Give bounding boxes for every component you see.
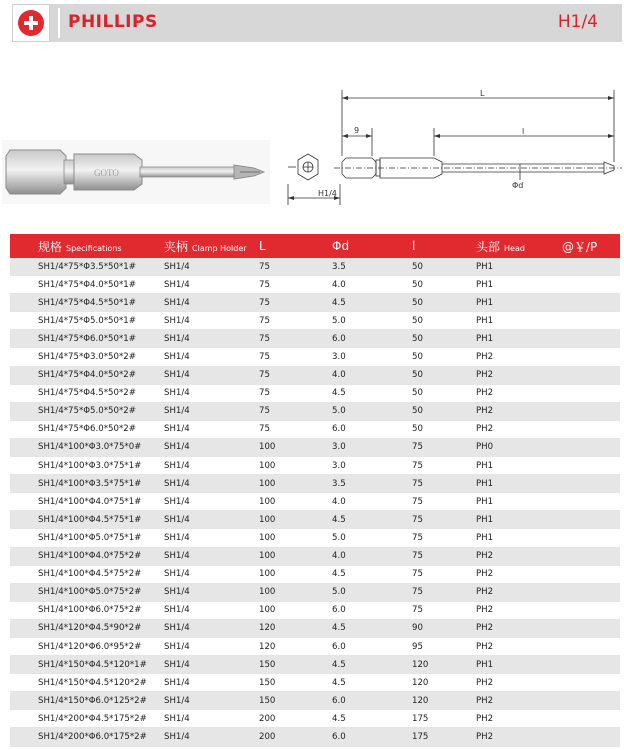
table-cell: 200 xyxy=(259,728,332,746)
table-cell: PH1 xyxy=(476,330,562,348)
table-cell: SH1/4 xyxy=(164,656,259,674)
table-row xyxy=(10,493,620,511)
table-cell: SH1/4*75*Φ3.5*50*1# xyxy=(10,258,164,276)
table-cell: PH2 xyxy=(476,619,562,637)
table-cell: 75 xyxy=(412,457,476,475)
table-cell: 175 xyxy=(412,710,476,728)
table-cell: 3.0 xyxy=(332,348,412,366)
table-cell: SH1/4*75*Φ4.0*50*2# xyxy=(10,366,164,384)
table-cell: 100 xyxy=(259,583,332,601)
table-header-row xyxy=(10,234,620,258)
table-cell: SH1/4*100*Φ3.5*75*1# xyxy=(10,475,164,493)
dim-label-phi-d: Φd xyxy=(512,181,524,190)
table-cell: PH2 xyxy=(476,728,562,746)
table-cell: PH1 xyxy=(476,511,562,529)
table-cell xyxy=(562,583,620,601)
table-cell: 4.5 xyxy=(332,511,412,529)
table-cell: SH1/4*100*Φ4.0*75*2# xyxy=(10,547,164,565)
table-cell: 5.0 xyxy=(332,529,412,547)
table-cell: SH1/4 xyxy=(164,728,259,746)
table-cell: 6.0 xyxy=(332,601,412,619)
table-cell: SH1/4 xyxy=(164,384,259,402)
table-cell: 100 xyxy=(259,438,332,456)
table-cell: 4.0 xyxy=(332,366,412,384)
table-cell xyxy=(562,258,620,276)
table-row xyxy=(10,276,620,294)
brand-engraving: GOTO xyxy=(94,168,119,178)
table-row xyxy=(10,348,620,366)
category-title: PHILLIPS xyxy=(68,12,158,32)
table-cell: 100 xyxy=(259,565,332,583)
table-cell: 4.5 xyxy=(332,294,412,312)
table-cell: 4.5 xyxy=(332,619,412,637)
table-cell: 75 xyxy=(412,547,476,565)
table-cell: PH2 xyxy=(476,692,562,710)
table-row xyxy=(10,619,620,637)
table-cell: 200 xyxy=(259,710,332,728)
table-cell: PH2 xyxy=(476,710,562,728)
table-cell: SH1/4 xyxy=(164,475,259,493)
col-header-head: 头部 Head xyxy=(476,234,562,258)
table-cell: 75 xyxy=(412,529,476,547)
table-cell: 120 xyxy=(412,692,476,710)
col-header-l: l xyxy=(412,234,476,258)
table-cell xyxy=(562,547,620,565)
plus-icon xyxy=(13,5,49,41)
table-row xyxy=(10,438,620,456)
table-cell: PH1 xyxy=(476,529,562,547)
table-cell xyxy=(562,438,620,456)
table-cell: SH1/4*75*Φ4.5*50*1# xyxy=(10,294,164,312)
table-cell: SH1/4*200*Φ6.0*175*2# xyxy=(10,728,164,746)
col-header-specifications: 规格 Specifications xyxy=(10,234,164,258)
table-cell: 75 xyxy=(412,565,476,583)
table-cell xyxy=(562,692,620,710)
table-cell: 75 xyxy=(412,583,476,601)
table-cell: 75 xyxy=(412,475,476,493)
table-row xyxy=(10,565,620,583)
table-row xyxy=(10,366,620,384)
table-cell: PH2 xyxy=(476,565,562,583)
table-row xyxy=(10,674,620,692)
table-cell: 75 xyxy=(259,348,332,366)
table-cell: SH1/4 xyxy=(164,348,259,366)
table-cell: 75 xyxy=(412,438,476,456)
table-cell xyxy=(562,529,620,547)
table-cell: PH2 xyxy=(476,547,562,565)
table-cell: SH1/4*150*Φ4.5*120*2# xyxy=(10,674,164,692)
table-cell: PH1 xyxy=(476,258,562,276)
table-cell: SH1/4 xyxy=(164,366,259,384)
table-cell: 150 xyxy=(259,692,332,710)
table-row xyxy=(10,601,620,619)
table-cell xyxy=(562,457,620,475)
table-cell: 4.5 xyxy=(332,384,412,402)
table-row xyxy=(10,312,620,330)
table-cell: 75 xyxy=(259,420,332,438)
table-cell: SH1/4*75*Φ6.0*50*2# xyxy=(10,420,164,438)
table-cell: SH1/4 xyxy=(164,457,259,475)
table-cell: SH1/4 xyxy=(164,529,259,547)
table-cell: 120 xyxy=(259,619,332,637)
table-cell: SH1/4*75*Φ4.0*50*1# xyxy=(10,276,164,294)
table-cell: SH1/4 xyxy=(164,258,259,276)
table-row xyxy=(10,402,620,420)
table-cell xyxy=(562,348,620,366)
table-cell: 6.0 xyxy=(332,420,412,438)
table-cell: 100 xyxy=(259,475,332,493)
col-header-phi-d: Φd xyxy=(332,234,412,258)
table-cell: SH1/4 xyxy=(164,601,259,619)
table-cell: PH1 xyxy=(476,294,562,312)
table-cell: 150 xyxy=(259,674,332,692)
table-cell: SH1/4*100*Φ5.0*75*2# xyxy=(10,583,164,601)
table-cell: 100 xyxy=(259,493,332,511)
table-cell: PH2 xyxy=(476,637,562,655)
table-cell: PH2 xyxy=(476,384,562,402)
table-cell: 75 xyxy=(259,294,332,312)
table-cell: 75 xyxy=(259,330,332,348)
table-cell xyxy=(562,511,620,529)
table-cell: SH1/4 xyxy=(164,493,259,511)
table-row xyxy=(10,710,620,728)
col-header-clamp-holder: 夹柄 Clamp Holder xyxy=(164,234,259,258)
table-cell: SH1/4*100*Φ4.5*75*1# xyxy=(10,511,164,529)
table-cell: 5.0 xyxy=(332,312,412,330)
table-cell: 4.0 xyxy=(332,547,412,565)
table-cell: PH2 xyxy=(476,674,562,692)
table-row xyxy=(10,457,620,475)
table-cell: SH1/4 xyxy=(164,511,259,529)
table-cell: 120 xyxy=(412,656,476,674)
table-cell: SH1/4*100*Φ4.5*75*2# xyxy=(10,565,164,583)
plus-badge xyxy=(12,4,50,42)
table-cell: 100 xyxy=(259,601,332,619)
dim-label-L: L xyxy=(480,89,485,98)
table-cell: 100 xyxy=(259,529,332,547)
table-cell: SH1/4 xyxy=(164,583,259,601)
table-cell: 3.5 xyxy=(332,258,412,276)
table-cell: SH1/4*75*Φ6.0*50*1# xyxy=(10,330,164,348)
table-cell: SH1/4 xyxy=(164,330,259,348)
table-cell: 6.0 xyxy=(332,330,412,348)
table-cell: SH1/4 xyxy=(164,637,259,655)
table-cell: 150 xyxy=(259,656,332,674)
table-cell xyxy=(562,656,620,674)
table-cell xyxy=(562,276,620,294)
table-cell: 6.0 xyxy=(332,692,412,710)
table-row xyxy=(10,384,620,402)
table-cell: PH2 xyxy=(476,420,562,438)
table-row xyxy=(10,258,620,276)
table-cell xyxy=(562,384,620,402)
table-cell: 90 xyxy=(412,619,476,637)
table-cell: 75 xyxy=(259,384,332,402)
table-cell: SH1/4*100*Φ3.0*75*0# xyxy=(10,438,164,456)
spec-table xyxy=(10,234,620,747)
table-cell: 175 xyxy=(412,728,476,746)
table-cell: SH1/4 xyxy=(164,619,259,637)
table-cell: 4.5 xyxy=(332,710,412,728)
table-cell: PH1 xyxy=(476,493,562,511)
table-cell: SH1/4*100*Φ5.0*75*1# xyxy=(10,529,164,547)
table-cell: PH1 xyxy=(476,312,562,330)
table-cell xyxy=(562,475,620,493)
table-cell xyxy=(562,294,620,312)
table-cell xyxy=(562,601,620,619)
table-cell: SH1/4 xyxy=(164,565,259,583)
table-cell: SH1/4*75*Φ5.0*50*2# xyxy=(10,402,164,420)
title-bar xyxy=(12,4,622,42)
table-cell xyxy=(562,728,620,746)
table-cell: 75 xyxy=(412,511,476,529)
table-cell: PH1 xyxy=(476,475,562,493)
table-cell: SH1/4*200*Φ4.5*175*2# xyxy=(10,710,164,728)
table-cell: SH1/4*100*Φ4.0*75*1# xyxy=(10,493,164,511)
col-header-L: L xyxy=(259,234,332,258)
table-cell: PH1 xyxy=(476,276,562,294)
table-cell: 75 xyxy=(259,276,332,294)
table-row xyxy=(10,656,620,674)
table-cell: PH2 xyxy=(476,402,562,420)
table-row xyxy=(10,728,620,746)
table-row xyxy=(10,637,620,655)
table-row xyxy=(10,547,620,565)
table-cell: 75 xyxy=(259,312,332,330)
table-cell: 4.5 xyxy=(332,565,412,583)
table-cell: SH1/4 xyxy=(164,674,259,692)
table-cell: 100 xyxy=(259,511,332,529)
table-cell: 75 xyxy=(412,601,476,619)
table-cell: SH1/4 xyxy=(164,312,259,330)
table-cell: 5.0 xyxy=(332,583,412,601)
table-cell: PH2 xyxy=(476,348,562,366)
table-row xyxy=(10,420,620,438)
table-cell: 75 xyxy=(259,402,332,420)
header-divider xyxy=(58,8,60,38)
table-cell: 3.0 xyxy=(332,457,412,475)
table-cell: SH1/4*100*Φ3.0*75*1# xyxy=(10,457,164,475)
table-cell: 95 xyxy=(412,637,476,655)
table-cell: SH1/4 xyxy=(164,294,259,312)
table-cell: 3.5 xyxy=(332,475,412,493)
product-photo xyxy=(2,140,270,204)
table-cell: SH1/4 xyxy=(164,402,259,420)
table-cell: SH1/4*120*Φ6.0*95*2# xyxy=(10,637,164,655)
dim-label-hex: H1/4 xyxy=(318,189,337,198)
table-cell: 50 xyxy=(412,384,476,402)
table-cell xyxy=(562,330,620,348)
table-cell: 50 xyxy=(412,330,476,348)
table-cell xyxy=(562,493,620,511)
table-cell xyxy=(562,565,620,583)
table-cell: SH1/4 xyxy=(164,710,259,728)
table-cell xyxy=(562,402,620,420)
table-cell xyxy=(562,637,620,655)
table-cell: 50 xyxy=(412,366,476,384)
table-cell xyxy=(562,366,620,384)
table-cell: SH1/4 xyxy=(164,420,259,438)
table-cell: SH1/4*150*Φ6.0*125*2# xyxy=(10,692,164,710)
table-cell: PH2 xyxy=(476,601,562,619)
table-cell: PH2 xyxy=(476,583,562,601)
dim-label-l: l xyxy=(522,127,525,136)
table-cell: 50 xyxy=(412,258,476,276)
table-cell: 5.0 xyxy=(332,402,412,420)
table-cell: 100 xyxy=(259,547,332,565)
table-cell: 100 xyxy=(259,457,332,475)
table-cell: 120 xyxy=(412,674,476,692)
table-cell: 4.0 xyxy=(332,493,412,511)
table-cell: SH1/4*75*Φ4.5*50*2# xyxy=(10,384,164,402)
table-cell: 4.5 xyxy=(332,674,412,692)
col-header-price: @￥/P xyxy=(562,234,620,258)
table-row xyxy=(10,475,620,493)
table-row xyxy=(10,583,620,601)
table-cell: 50 xyxy=(412,312,476,330)
table-cell: SH1/4*75*Φ3.0*50*2# xyxy=(10,348,164,366)
table-cell: SH1/4 xyxy=(164,438,259,456)
table-row xyxy=(10,529,620,547)
table-cell: SH1/4 xyxy=(164,692,259,710)
table-cell xyxy=(562,312,620,330)
dim-label-9: 9 xyxy=(354,126,360,135)
table-cell: 3.0 xyxy=(332,438,412,456)
table-cell: SH1/4*150*Φ4.5*120*1# xyxy=(10,656,164,674)
table-cell: 50 xyxy=(412,402,476,420)
table-cell: 4.5 xyxy=(332,656,412,674)
table-cell: PH1 xyxy=(476,457,562,475)
table-row xyxy=(10,511,620,529)
table-cell: SH1/4*100*Φ6.0*75*2# xyxy=(10,601,164,619)
table-cell: PH2 xyxy=(476,366,562,384)
table-cell: PH1 xyxy=(476,656,562,674)
table-cell: SH1/4*75*Φ5.0*50*1# xyxy=(10,312,164,330)
table-row xyxy=(10,330,620,348)
shank-spec: H1/4 xyxy=(557,12,598,32)
table-cell: 75 xyxy=(412,493,476,511)
table-cell: PH0 xyxy=(476,438,562,456)
table-cell: SH1/4*120*Φ4.5*90*2# xyxy=(10,619,164,637)
technical-drawing xyxy=(284,88,624,208)
table-cell: SH1/4 xyxy=(164,547,259,565)
table-cell: 120 xyxy=(259,637,332,655)
table-cell: SH1/4 xyxy=(164,276,259,294)
table-cell: 6.0 xyxy=(332,637,412,655)
table-row xyxy=(10,294,620,312)
table-cell: 75 xyxy=(259,366,332,384)
table-cell xyxy=(562,619,620,637)
table-cell: 50 xyxy=(412,276,476,294)
table-cell: 50 xyxy=(412,294,476,312)
table-cell: 50 xyxy=(412,420,476,438)
table-cell xyxy=(562,420,620,438)
table-cell: 75 xyxy=(259,258,332,276)
table-row xyxy=(10,692,620,710)
table-cell xyxy=(562,710,620,728)
table-cell: 6.0 xyxy=(332,728,412,746)
table-cell xyxy=(562,674,620,692)
table-cell: 50 xyxy=(412,348,476,366)
table-cell: 4.0 xyxy=(332,276,412,294)
